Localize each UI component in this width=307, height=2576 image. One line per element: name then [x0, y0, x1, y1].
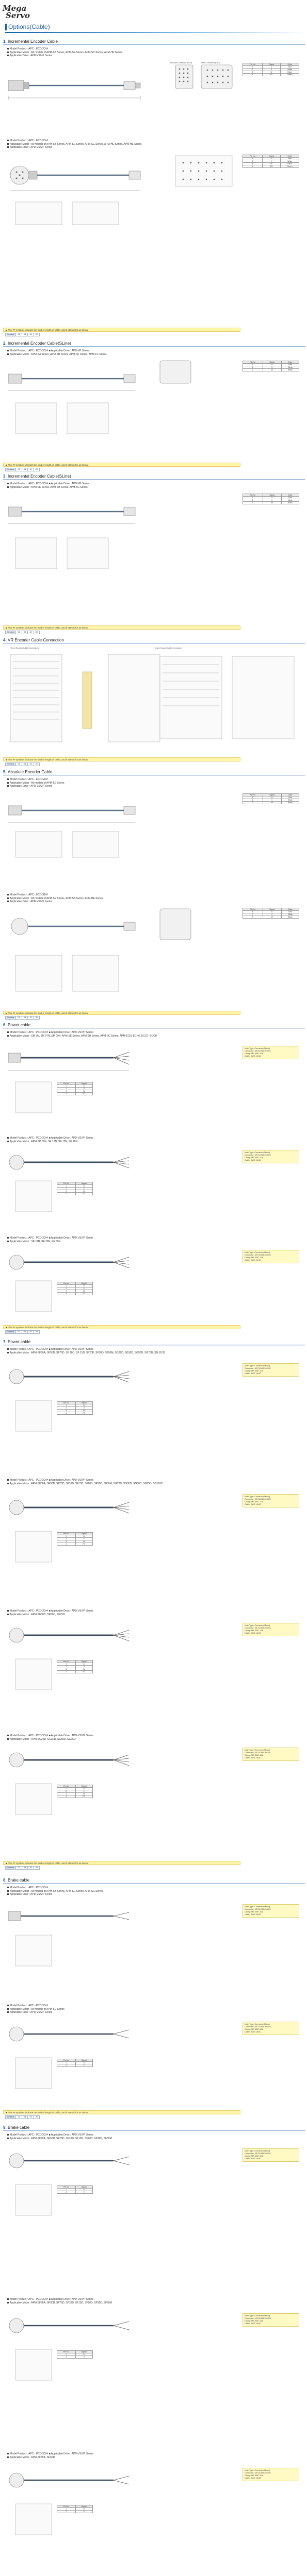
s5-pin-table-b: Pin No Signal Color 1 U Red 2 V White 3 W Black [243, 908, 299, 919]
s8-model-block-a: Model Product : APC - PCCCC## Applicable Motor : All models of APM-SB Series, APM-SE Series, APM-SC Series Applicable Drive : APD-VS/VP Series [7, 1886, 103, 1896]
s1-model-block-a: Model Product : APC - ECCCC## Applicable Motor : All models of APM-SB Series, APM-SE Series, APM-SC Series, APM-HE Series Applicable Drive : APD-VS/VP Series [7, 47, 122, 58]
s6-note-box-c: Note Type: Connector(Motor) Connector: MS 3108B 20-15S Clamp: MS 3057-12A Cable: AWG 16/4C [243, 1250, 299, 1263]
s9-cable-drawing-b [5, 2308, 248, 2432]
brand-servo: Servo [6, 11, 30, 21]
s3-model-block: Model Product : APC - ECCCC## ■ Applicable Drive : APD-VP Series Applicable Motor : APM-SE Series, APM-SB Series, APM-SC Series [7, 482, 89, 489]
s6-note-box-b: Note Type: Connector(Motor) Connector: MS 3108B 20-15S Clamp: MS 3057-12A Cable: AWG 16/4C [243, 1150, 299, 1163]
s4-caption-right: Drive Encoder Cable Connection [155, 647, 182, 649]
brand-mega: Mega [3, 4, 27, 13]
s9-model-block-a: Model Product : APC - PCCCC## ■ Applicable Drive : APD-VS/VP Series Applicable Motor : APM-SF30A, SF50D, SF75D, SF10D, SF15D, SF20D, SF30D, SF50M [7, 2133, 112, 2140]
s5-model-block-b: Model Product : APC - ECCCB## Applicable Motor : All models of APM-SE Series, APM-SB Series, APM-HE Series Applicable Drive : APD-VS/VP Series [7, 893, 103, 904]
s9-cable-drawing-c [5, 2463, 248, 2576]
s6-cable-drawing-b [5, 1145, 248, 1217]
s4-caption-left: Three-Encoder Cable Connections [10, 647, 39, 649]
s6-model-block-a: Model Product : APC - PCCCC## ■ Applicable Drive : APD-VS/VP Series Applicable Motor : SM 5N, SM 07N, SM 09N, APM-SE Series, APM-SB Series, APM-SC Series, APM-ECN, ECN6, ECO7, ECO8 [7, 1031, 157, 1038]
s7-length-table: Symbol 03 05 10 20 [5, 1866, 40, 1870]
s7-cable-drawing-a [5, 1359, 248, 1457]
s8-length-table: Symbol 03 05 10 20 [5, 2115, 40, 2119]
s3-length-note: ▶ The ## symbols indicate the kind of length of cable, and it stands for as below : [3, 625, 240, 630]
s7-cable-drawing-c [5, 1618, 248, 1710]
s6-pin-table-c: Pin No Signal 1 U 2 V 3 W 4 FG [57, 1282, 93, 1295]
s7-cable-drawing-d [5, 1742, 248, 1835]
section-brake-cable: 8. Brake cable [3, 1878, 305, 1884]
s4-wiring-diagram [5, 651, 302, 754]
s9-pin-table-a: Pin No Signal 1 U 2 V [57, 2185, 93, 2194]
s7-pin-table-c: Pin No Signal 1 U 2 V 3 W 4 FG [57, 1660, 93, 1673]
s2-cable-drawing [5, 359, 248, 462]
s3-length-table: Symbol 03 05 10 20 [5, 631, 40, 634]
s8-cable-drawing-a [5, 1899, 248, 1992]
section-absolute-encoder-cable: 5. Absolute Encoder Cable [3, 770, 305, 776]
s1-cable-drawing-b [5, 152, 248, 230]
s6-length-table: Symbol 03 05 10 20 [5, 1330, 40, 1334]
s7-note-box-c: Note Type: Connector(Motor) Connector: MS 3108B 20-15S Clamp: MS 3057-12A Cable: AWG 16/4C [243, 1623, 299, 1636]
s9-model-block-c: Model Product : APC - PCCCC## ■ Applicable Drive : APD-VS/VP Series Applicable Motor : APM-SF30A, SF50D [7, 2452, 93, 2459]
s8-cable-drawing-b [5, 2016, 248, 2109]
s7-note-box-d: Note Type: Connector(Motor) Connector: MS 3108B 20-15S Clamp: MS 3057-12A Cable: AWG 16/4C [243, 1748, 299, 1761]
s5-model-block-a: Model Product : APC - ECCCA## Applicable Motor : All models of APM-SE Series Applicable Drive : APD-VS/VP Series [7, 778, 64, 788]
s9-pin-table-b: Pin No Signal 1 U 2 V [57, 2350, 93, 2359]
s5-pin-table-a: Pin No Signal Color 1 U Red 2 V White 3 W Black [243, 793, 299, 804]
s2-pin-table: Pin No Signal Color 1 U Red 2 V White 3 W Black [243, 361, 299, 371]
s9-note-box-b: Note Type: Connector(Motor) Connector: MS 3108B 20-15S Clamp: MS 3057-12A Cable: AWG 16/4C [243, 2313, 299, 2327]
s8-pin-table-b: Pin No Signal 1 U 2 V [57, 2059, 93, 2067]
s8-model-block-b: Model Product : APC - PCCCC## Applicable Motor : All models of APM-SC Series Applicable Drive : APD-VS/VP Series [7, 2004, 64, 2014]
s9-model-block-b: Model Product : APC - PCCCC## ■ Applicable Drive : APD-VS/VP Series Applicable Motor : APM-SF30A, SF50D, SF75D, SF10D, SF15D, SF20D, SF30D, SF50M [7, 2298, 112, 2304]
s1-model-block-b: Model Product : APC - ECCCC## Applicable Motor : All models of APM-SB Series, APM-SE Series, APM-SC Series, APM-HE Series, APM-HE Series Applicable Drive : APD-VS/VP Series [7, 139, 141, 149]
s7-model-block-a: Model Product : APC - PCCCC## ■ Applicable Drive : APD-VS/VP Series Applicable Motor : APM-SF30A, SF50D, SF75D, SF 10D, SF 15D, SF20D, SF30D, SF50M, SG22D, SG30D, SG50D, SG75D, SG 110D [7, 1348, 165, 1354]
section-incremental-encoder-cable-sline: 2. Incremental Encoder Cable(SLine) [3, 341, 305, 347]
section-power-cable-2: 7. Power cable [3, 1340, 305, 1346]
s3-cable-drawing [5, 492, 248, 620]
s6-pin-table-b: Pin No Signal 1 U 2 V 3 W 4 FG [57, 1182, 93, 1195]
s4-length-table: Symbol 03 05 10 20 [5, 762, 40, 766]
s5-cable-drawing-b [5, 906, 248, 1009]
s7-model-block-c: Model Product : APC - PCCCC## ■ Applicable Drive : APD-VS/VP Series Applicable Motor : APM-SE30D, SE50D, SE75D [7, 1609, 93, 1616]
s5-length-table: Symbol 03 05 10 20 [5, 1016, 40, 1020]
s1-pin-table-b: Pin No Signal Color 1 U Red 2 V White 3 W Black 4 FG Green [243, 155, 299, 168]
s2-model-block: Model Product : APC - ECCCC## ■ Applicable Drive : APD-VP Series Applicable Motor : APM-SA Series, APM-SB Series, APM-SC Series, APM-FC Series [7, 349, 107, 356]
s1-cable-drawing-a [5, 61, 248, 128]
s1-length-table: Symbol 03 05 10 20 [5, 333, 40, 336]
s2-length-note: ▶ The ## symbols indicate the kind of length of cable, and it stands for as below : [3, 463, 240, 467]
s6-cable-drawing-a [5, 1041, 248, 1123]
section-power-cable: 6. Power cable [3, 1023, 305, 1029]
s6-model-block-c: Model Product : APC - PCCCC## ■ Applicable Drive : APD-VS/VP Series Applicable Motor : SE 11N, SE 22N, SE 30N [7, 1236, 93, 1243]
s1-label-encoder: Encoder Connector (ECN) [170, 62, 192, 64]
s7-note-box-a: Note Type: Connector(Motor) Connector: MS 3108B 20-15S Clamp: MS 3057-12A Cable: AWG 16/4C [243, 1363, 299, 1377]
s6-note-box-a: Note Type: Connector(Motor) Connector: MS 3108B 20-15S Clamp: MS 3057-12A Cable: AWG 16/4C [243, 1046, 299, 1059]
brand-logo [3, 4, 30, 21]
s1-pin-table-a: Pin No Signal Color 1 U Red 2 V White 3 W Black 4 FG Green [243, 63, 299, 76]
section-incremental-encoder-cable-sline-2: 3. Incremental Encoder Cable(SLine) [3, 474, 305, 480]
s7-pin-table-a: Pin No Signal 1 U 2 V 3 W 4 FG [57, 1401, 93, 1415]
s5-cable-drawing-a [5, 790, 248, 862]
s8-note-box-b: Note Type: Connector(Motor) Connector: MS 3108B 20-15S Clamp: MS 3057-12A Cable: AWG 16/4C [243, 2022, 299, 2035]
s8-length-note: ▶ The ## symbols indicate the kind of length of cable, and it stands for as below : [3, 2110, 240, 2114]
section-vr-encoder-cable: 4. VR Encoder Cable Connection [3, 638, 305, 644]
s3-pin-table: Pin No Signal Color 1 U Red 2 V White 3 W Black [243, 494, 299, 504]
s9-note-box-a: Note Type: Connector(Motor) Connector: MS 3108B 20-15S Clamp: MS 3057-12A Cable: AWG 16/4C [243, 2148, 299, 2162]
s6-model-block-b: Model Product : APC - PCCCC## ■ Applicable Drive : APD-VS/VP Series Applicable Motor : APM-SD 09N, SE 10N, SE 15N, SE 20N [7, 1137, 93, 1143]
s7-length-note: ▶ The ## symbols indicate the kind of length of cable, and it stands for as below : [3, 1861, 240, 1865]
s7-model-block-d: Model Product : APC - PCCCC## ■ Applicable Drive : APD-VS/VP Series Applicable Motor : APM-SG22D, SG30D, SG50D, SG75D [7, 1734, 93, 1741]
s1-label-drive: Drive Connector (CN2) [201, 62, 220, 64]
page-title: Options(Cable) [5, 24, 83, 32]
s9-cable-drawing-a [5, 2143, 248, 2272]
s6-length-note: ▶ The ## symbols indicate the kind of length of cable, and it stands for as below : [3, 1325, 240, 1329]
s6-pin-table-a: Pin No Signal 1 U 2 V 3 W 4 FG [57, 1082, 93, 1095]
s7-pin-table-d: Pin No Signal 1 U 2 V 3 W 4 FG [57, 1785, 93, 1798]
s7-pin-table-b: Pin No Signal 1 U 2 V 3 W 4 FG [57, 1532, 93, 1546]
s6-cable-drawing-c [5, 1245, 248, 1317]
s9-note-box-c: Note Type: Connector(Motor) Connector: MS 3108B 20-15S Clamp: MS 3057-12A Cable: AWG 16/4C [243, 2468, 299, 2481]
s9-pin-table-c: Pin No Signal 1 U 2 V [57, 2505, 93, 2513]
s7-model-block-b: Model Product : APC - PCCCC## ■ Applicable Drive : APD-VS/VP Series Applicable Motor : APM-SF30A, SF50D, SF75D, SF10D, SF15D, SF20D, SF30D, SF50M, SG22D, SG30D, SG50D, SG75D, SG110D [7, 1479, 163, 1485]
s4-length-note: ▶ The ## symbols indicate the kind of length of cable, and it stands for as below : [3, 757, 240, 761]
s2-length-table: Symbol 03 05 10 20 [5, 468, 40, 471]
s7-note-box-b: Note Type: Connector(Motor) Connector: MS 3108B 20-15S Clamp: MS 3057-12A Cable: AWG 16/4C [243, 1494, 299, 1507]
s5-length-note: ▶ The ## symbols indicate the kind of length of cable, and it stands for as below : [3, 1011, 240, 1015]
s7-cable-drawing-b [5, 1490, 248, 1588]
s1-length-note: ▶ The ## symbols indicate the kind of length of cable, and it stands for as below : [3, 328, 240, 332]
s8-note-box-a: Note Type: Connector(Motor) Connector: MS 3108B 20-15S Clamp: MS 3057-12A Cable: AWG 16/4C [243, 1904, 299, 1918]
section-incremental-encoder-cable: 1. Incremental Encoder Cable [3, 39, 305, 45]
section-brake-cable-2: 9. Brake cable [3, 2125, 305, 2131]
